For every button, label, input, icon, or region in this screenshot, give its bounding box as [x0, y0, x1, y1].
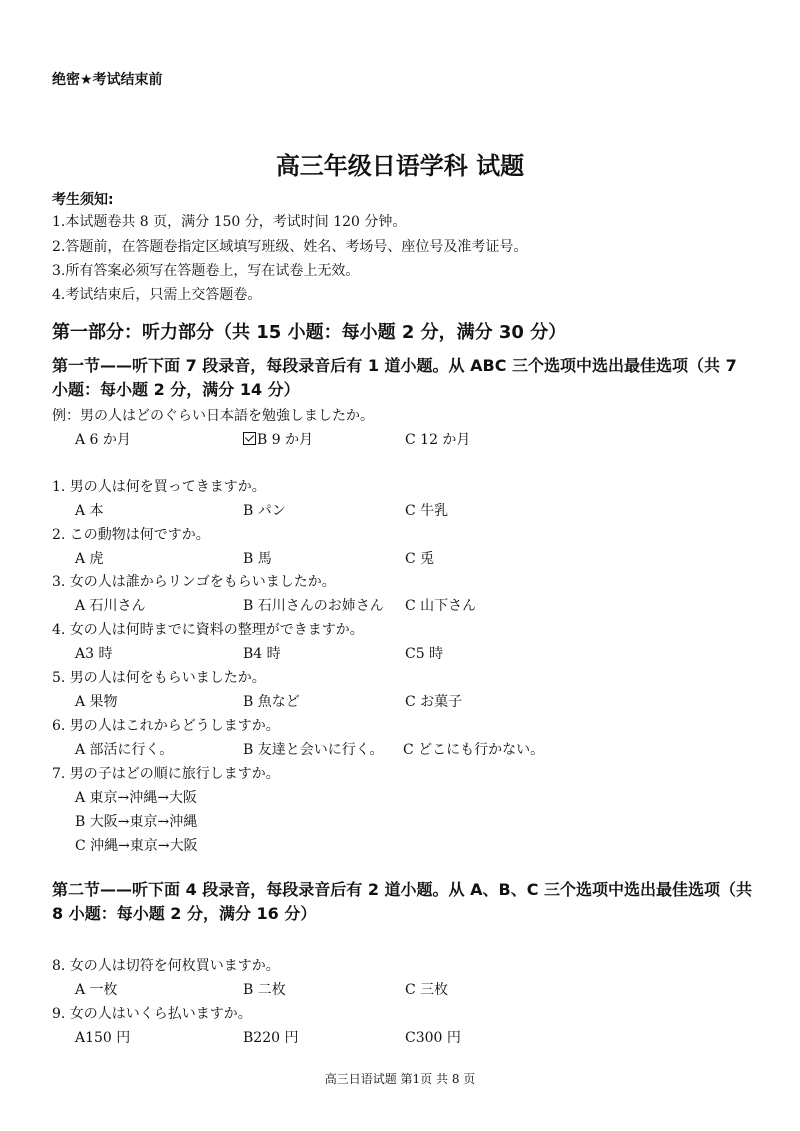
- option-a: A 一枚: [75, 982, 118, 998]
- option-a: A 本: [75, 503, 104, 519]
- question: 1. 男の人は何を買ってきますか。: [52, 479, 266, 495]
- section1-title: 第一节——听下面 7 段录音，每段录音后有 1 道小题。从 ABC 三个选项中选出最佳选项（共 7 小题：每小题 2 分，满分 14 分）: [52, 356, 737, 399]
- option-b: B 二枚: [243, 982, 286, 998]
- option-b: B4 時: [243, 646, 281, 662]
- option-b: B 友達と会いに行く。: [243, 742, 384, 758]
- option-a: A 果物: [75, 694, 118, 710]
- option-b: B220 円: [243, 1030, 299, 1046]
- notice-item: 3.所有答案必须写在答题卷上，写在试卷上无效。: [52, 263, 360, 279]
- example-question: 例：男の人はどのぐらい日本語を勉強しましたか。: [52, 408, 374, 424]
- option-b: B 馬: [243, 551, 272, 567]
- option-a: A 部活に行く。: [75, 742, 174, 758]
- checkmark-icon: [243, 432, 256, 445]
- question: 8. 女の人は切符を何枚買いますか。: [52, 958, 280, 974]
- page-footer: 高三日语试题 第1页 共 8 页: [324, 1072, 476, 1086]
- example-option-b-label: B 9 か月: [257, 432, 314, 448]
- section2-title: 第二节——听下面 4 段录音，每段录音后有 2 道小题。从 A、B、C 三个选项中选出最佳选项（共 8 小题：每小题 2 分，满分 16 分）: [52, 880, 753, 923]
- option-c: C どこにも行かない。: [403, 742, 545, 758]
- question: 5. 男の人は何をもらいましたか。: [52, 670, 266, 686]
- notice-item: 4.考试结束后，只需上交答题卷。: [52, 287, 262, 303]
- option-c: C 山下さん: [405, 598, 477, 614]
- example-option-c: C 12 か月: [405, 432, 471, 448]
- option-b: B 魚など: [243, 694, 300, 710]
- part1-title: 第一部分：听力部分（共 15 小题：每小题 2 分，满分 30 分）: [52, 322, 567, 343]
- option-c: C 兎: [405, 551, 435, 567]
- option-c: C 沖縄→東京→大阪: [75, 838, 198, 854]
- notice-heading: 考生须知:: [52, 192, 114, 208]
- option-b: B パン: [243, 503, 286, 519]
- option-b: B 大阪→東京→沖縄: [75, 814, 198, 830]
- option-c: C300 円: [405, 1030, 461, 1046]
- option-a: A 石川さん: [75, 598, 146, 614]
- option-b: B 石川さんのお姉さん: [243, 598, 384, 614]
- exam-title: 高三年级日语学科 试题: [275, 152, 525, 180]
- question: 7. 男の子はどの順に旅行しますか。: [52, 766, 280, 782]
- notice-item: 1.本试题卷共 8 页，满分 150 分，考试时间 120 分钟。: [52, 214, 407, 230]
- option-a: A 虎: [75, 551, 104, 567]
- option-a: A150 円: [75, 1030, 131, 1046]
- option-c: C 牛乳: [405, 503, 449, 519]
- question: 3. 女の人は誰からリンゴをもらいましたか。: [52, 574, 336, 590]
- option-a: A 東京→沖縄→大阪: [75, 790, 198, 806]
- notice-item: 2.答题前，在答题卷指定区域填写班级、姓名、考场号、座位号及准考证号。: [52, 239, 528, 255]
- question: 2. この動物は何ですか。: [52, 527, 210, 543]
- option-c: C5 時: [405, 646, 444, 662]
- example-option-b: [243, 429, 313, 449]
- option-c: C お菓子: [405, 694, 463, 710]
- option-c: C 三枚: [405, 982, 449, 998]
- option-a: A3 時: [75, 646, 113, 662]
- question: 4. 女の人は何時までに資料の整理ができますか。: [52, 622, 364, 638]
- question: 9. 女の人はいくら払いますか。: [52, 1006, 252, 1022]
- example-option-a: A 6 か月: [75, 432, 131, 448]
- question: 6. 男の人はこれからどうしますか。: [52, 718, 280, 734]
- confidential-label: 绝密★考试结束前: [52, 72, 163, 88]
